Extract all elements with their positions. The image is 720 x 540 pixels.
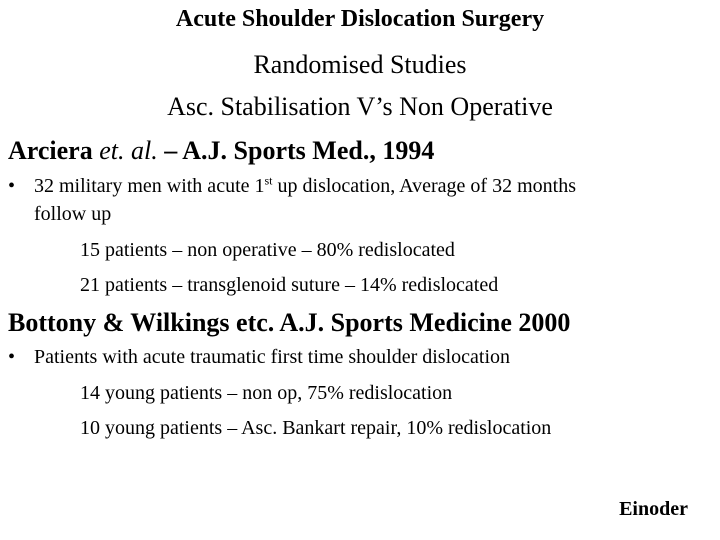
study1-bullet-sup: st (264, 173, 273, 188)
study1-bullet (8, 175, 576, 198)
study2-result: 14 young patients – non op, 75% redislocation (80, 382, 453, 404)
study2-heading: Bottony & Wilkings etc. A.J. Sports Medicine 2000 (8, 308, 571, 337)
study1-heading (8, 136, 434, 166)
study1-bullet-continuation: follow up (34, 203, 112, 225)
slide-subtitle: Randomised Studies (253, 50, 467, 79)
bullet-icon: • (8, 346, 16, 368)
study1-author: Arciera (8, 136, 100, 165)
study2-bullet (8, 346, 510, 369)
slide-title: Acute Shoulder Dislocation Surgery (175, 6, 545, 32)
bullet-icon: • (8, 175, 16, 197)
study2-result: 10 young patients – Asc. Bankart repair, 10% redislocation (80, 417, 552, 439)
study1-etal: et. al. (99, 136, 158, 165)
study1-bullet-text: 32 military men with acute 1 (34, 175, 265, 197)
study1-result: 15 patients – non operative – 80% redislocated (80, 239, 455, 261)
study1-journal: – A.J. Sports Med., 1994 (157, 136, 435, 165)
signature: Einoder (619, 498, 688, 520)
study2-bullet-text: Patients with acute traumatic first time shoulder dislocation (34, 346, 510, 368)
study1-result: 21 patients – transglenoid suture – 14% redislocated (80, 274, 499, 296)
comparison-title: Asc. Stabilisation V’s Non Operative (167, 92, 553, 121)
study1-bullet-text-rest: up dislocation, Average of 32 months (272, 175, 576, 197)
